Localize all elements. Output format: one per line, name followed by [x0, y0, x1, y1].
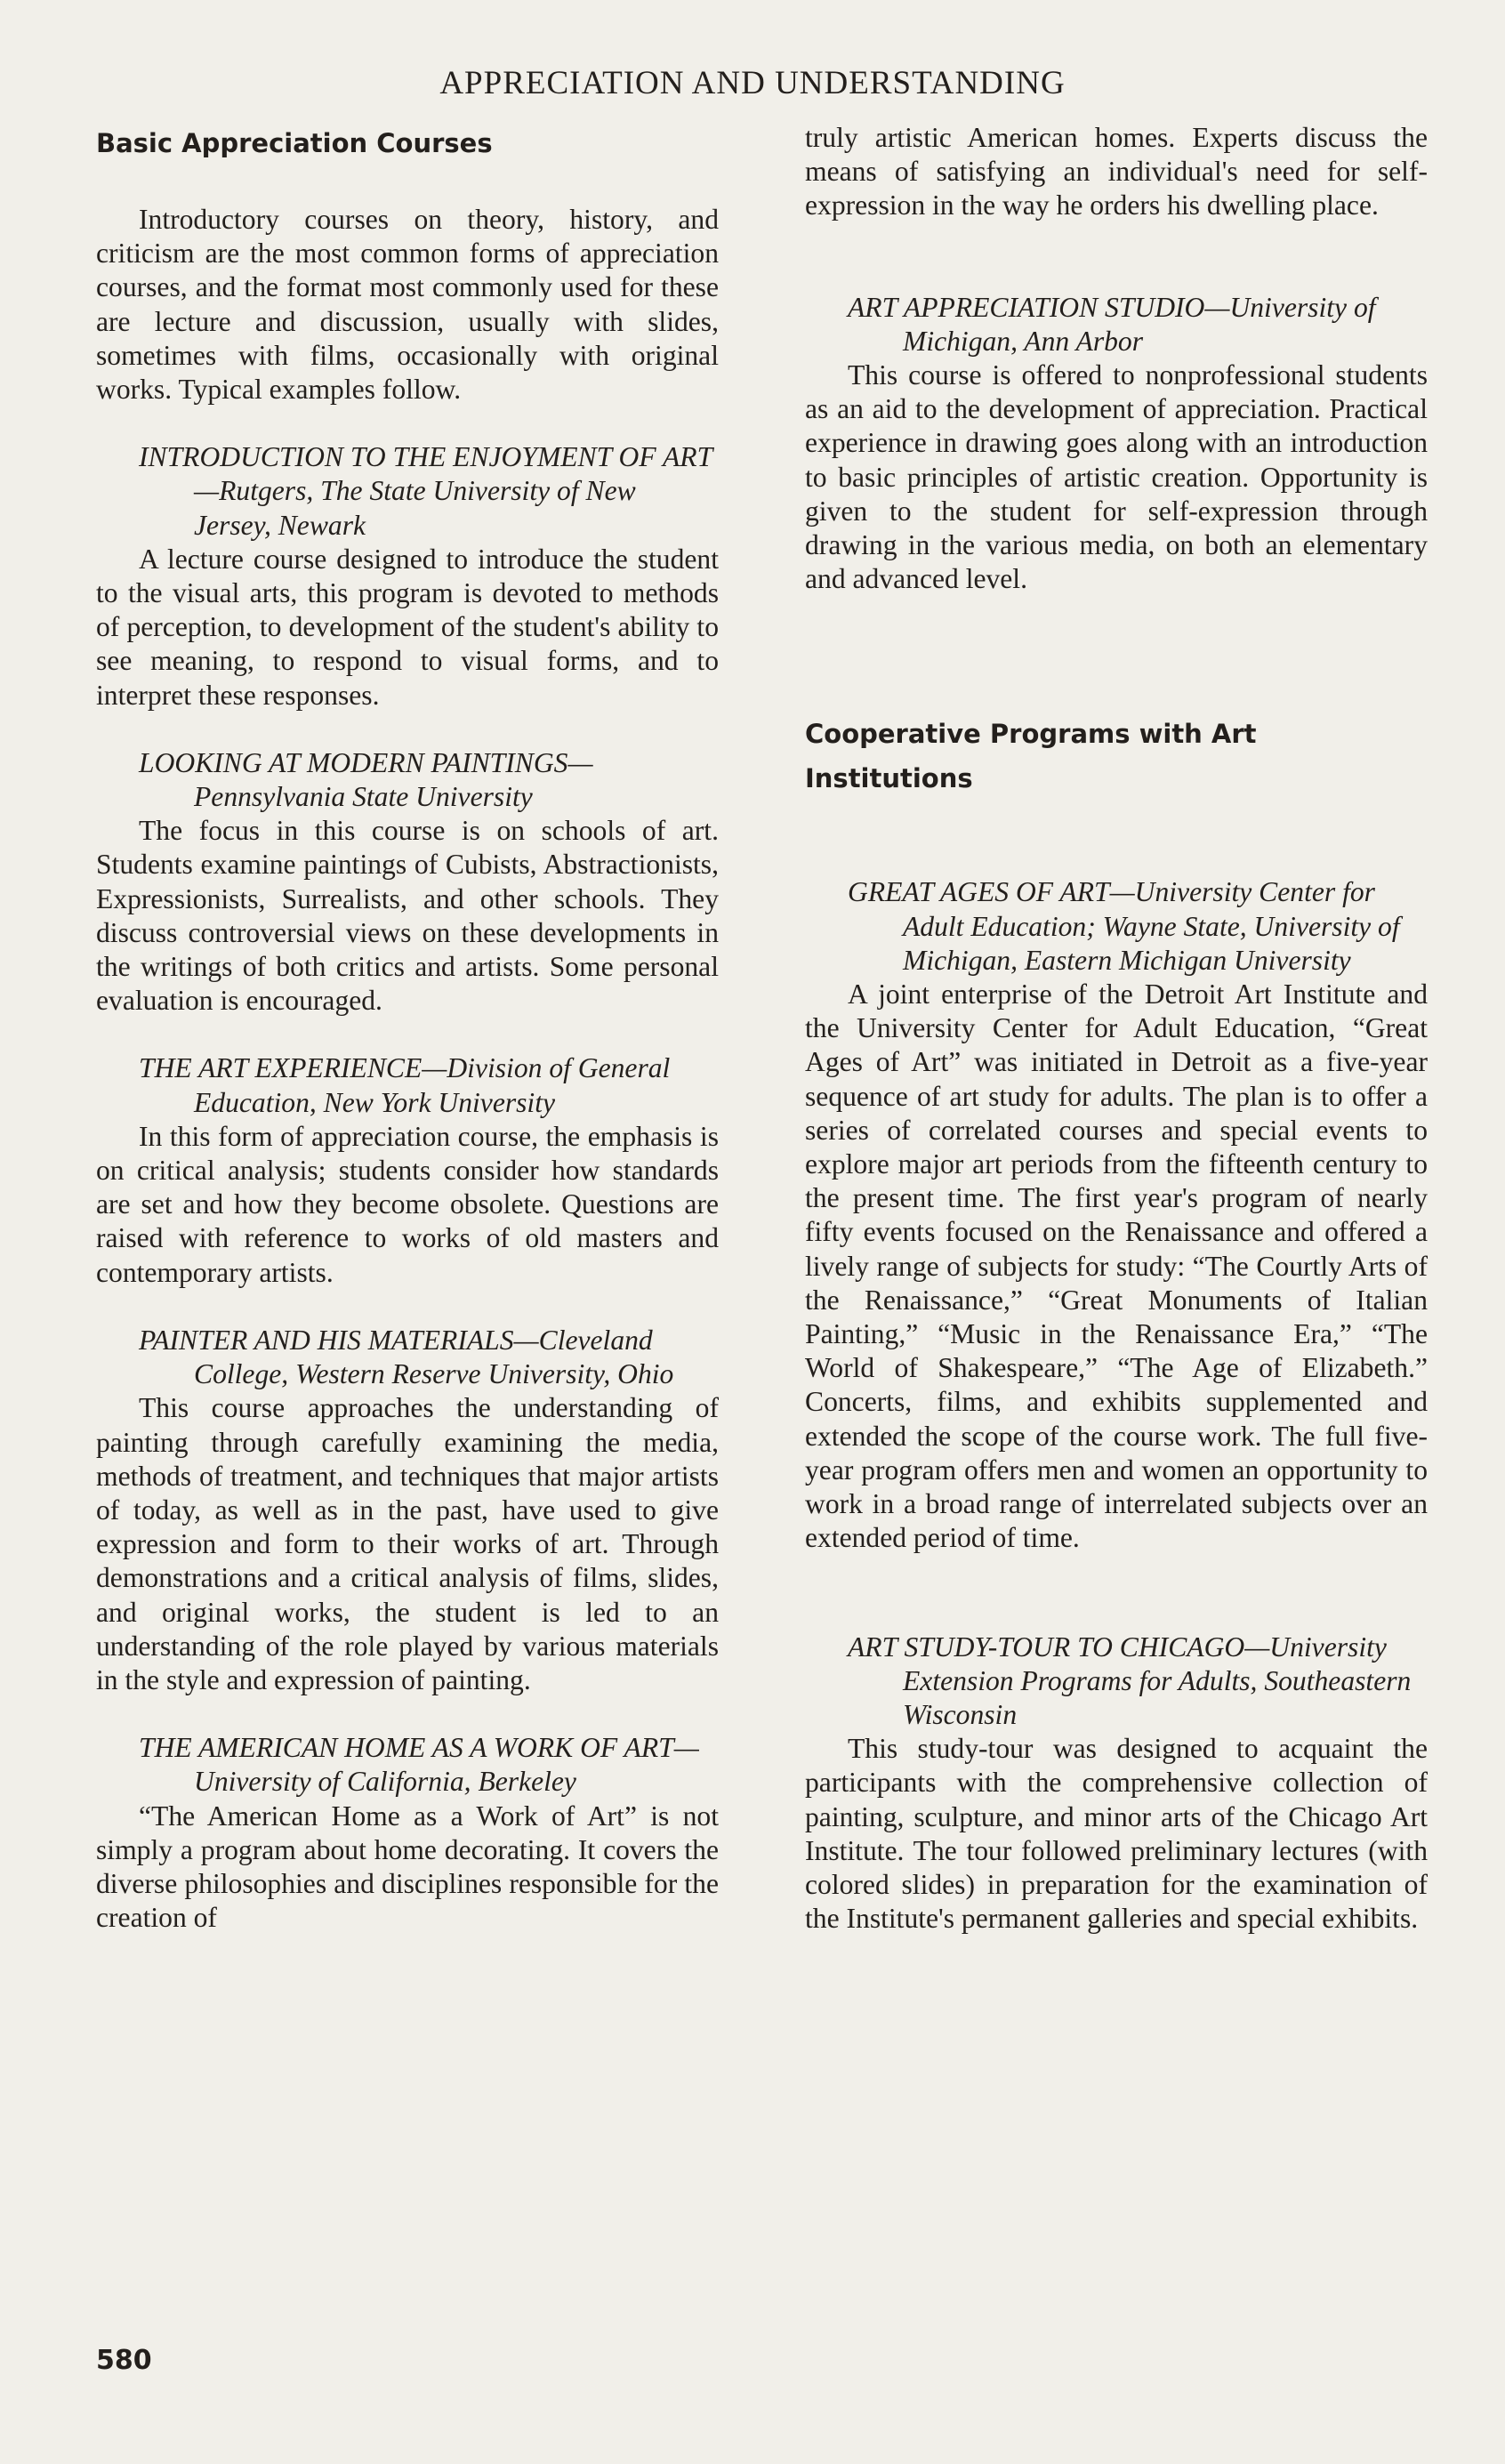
running-head: APPRECIATION AND UNDERSTANDING	[439, 65, 1066, 101]
course-title-chicago-tour: ART STUDY-TOUR TO CHICAGO—University Extension Programs for Adults, Southeastern Wisconsin	[848, 1631, 1412, 1730]
course-body-art-experience: In this form of appreciation course, the emphasis is on critical analysis; students consider how standards are set and how they become obsolete. Questions are raised with reference to works of old masters and contemporary artists.	[96, 1120, 719, 1288]
course-title-introduction-enjoyment: INTRODUCTION TO THE ENJOYMENT OF ART—Rutgers, The State University of New Jersey, Newark	[139, 441, 713, 541]
page-number: 580	[96, 2345, 152, 2376]
course-body-painter-materials: This course approaches the understanding of painting through carefully examining the media, methods of treatment, and techniques that major artists of today, as well as in the past, have used to give expression and form to their works of art. Through demonstrations and a critical analysis of films, slides, and original works, the student is led to an understanding of the role played by various materials in the style and expression of painting.	[96, 1392, 719, 1695]
continuation-paragraph: truly artistic American homes. Experts discuss the means of satisfying an individual's need for self-expression in the way he orders his dwelling place.	[805, 122, 1428, 221]
course-body-modern-paintings: The focus in this course is on schools of art. Students examine paintings of Cubists, Abstractionists, Expressionists, Surrealists, and other schools. They discuss controversial views on these developments in the writings of both critics and artists. Some personal evaluation is encouraged.	[96, 815, 719, 1017]
section-heading-basic-appreciation: Basic Appreciation Courses	[96, 128, 493, 158]
course-body-great-ages: A joint enterprise of the Detroit Art Institute and the University Center for Adult Education, “Great Ages of Art” was initiated in Detroit as a five-year sequence of art study for adults. The plan is to offer a series of correlated courses and special events to explore major art periods from the fifteenth century to the present time. The first year's program of nearly fifty events focused on the Renaissance and offered a lively range of subjects for study: “The Courtly Arts of the Renaissance,” “Great Monuments of Italian Painting,” “Music in the Renaissance Era,” “The World of Shakespeare,” “The Age of Elizabeth.” Concerts, films, and exhibits supplemented and extended the scope of the course work. The full five-year program offers men and women an opportunity to work in a broad range of interrelated subjects over an extended period of time.	[805, 978, 1428, 1554]
intro-paragraph: Introductory courses on theory, history, and criticism are the most common forms of appreciation courses, and the format most commonly used for these are lecture and discussion, usually with slides, sometimes with films, occasionally with original works. Typical examples follow.	[96, 204, 719, 406]
course-body-appreciation-studio: This course is offered to nonprofessional students as an aid to the development of appreciation. Practical experience in drawing goes along with an introduction to basic principles of artistic creation. Opportunity is given to the student for self-expression through drawing in the various media, on both an elementary and advanced level.	[805, 359, 1428, 595]
course-title-american-home: THE AMERICAN HOME AS A WORK OF ART—University of California, Berkeley	[139, 1732, 699, 1798]
section-heading-cooperative-programs: Cooperative Programs with Art Institutions	[805, 719, 1257, 794]
course-title-art-experience: THE ART EXPERIENCE—Division of General Education, New York University	[139, 1052, 671, 1118]
course-title-great-ages: GREAT AGES OF ART—University Center for Adult Education; Wayne State, University of Michigan, Eastern Michigan University	[848, 876, 1400, 976]
course-body-american-home: “The American Home as a Work of Art” is not simply a program about home decorating. It covers the diverse philosophies and disciplines responsible for the creation of	[96, 1800, 719, 1934]
course-body-chicago-tour: This study-tour was designed to acquaint the participants with the comprehensive collection of painting, sculpture, and minor arts of the Chicago Art Institute. The tour followed preliminary lectures (with colored slides) in preparation for the examination of the Institute's permanent galleries and special exhibits.	[805, 1733, 1428, 1935]
course-title-appreciation-studio: ART APPRECIATION STUDIO—University of Michigan, Ann Arbor	[848, 291, 1376, 357]
course-title-modern-paintings: LOOKING AT MODERN PAINTINGS—Pennsylvania State University	[139, 746, 593, 813]
course-title-painter-materials: PAINTER AND HIS MATERIALS—Cleveland College, Western Reserve University, Ohio	[139, 1324, 674, 1390]
course-body-introduction-enjoyment: A lecture course designed to introduce the student to the visual arts, this program is devoted to methods of perception, to development of the student's ability to see meaning, to respond to visual forms, and to interpret these responses.	[96, 543, 719, 711]
left-column	[96, 121, 719, 1935]
right-column	[805, 121, 1428, 1936]
